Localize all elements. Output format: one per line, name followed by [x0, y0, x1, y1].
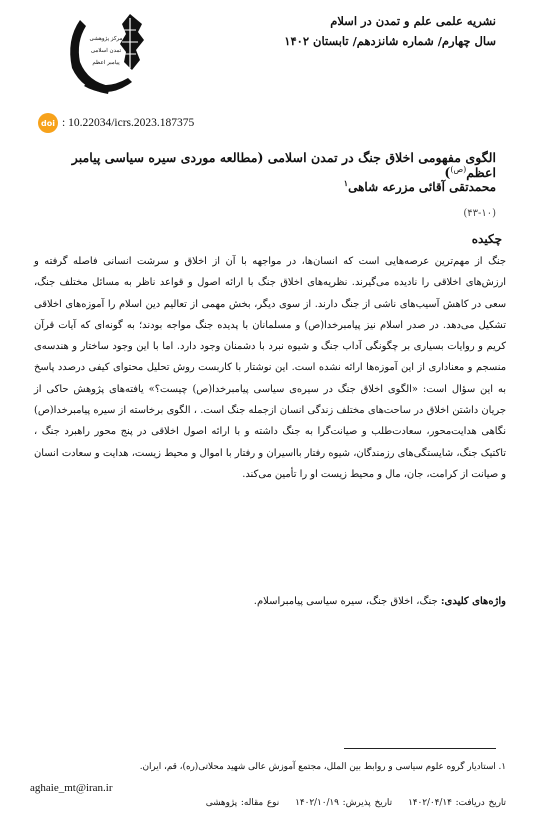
keywords — [34, 596, 506, 607]
date-received: تاریخ دریافت: ۱۴۰۲/۰۴/۱۴ — [408, 798, 506, 808]
abstract-body: جنگ از مهم‌ترین عرصه‌هایی است که انسان‌ها، در مواجهه با آن از اخلاق و سرشت انسانی فاصله گرفته و ارزش‌های اخلاقی را نادیده می‌گیرند. نظریه‌های اخلاق جنگ با ارائه اصول و قواعد ناظر به مسائل مختلف جنگ، سعی در کاهش آسیب‌های ناشی از جنگ دارند. از سوی دیگر، بخش مهمی از تعالیم دین اسلام را آموزه‌های اخلاقی تشکیل می‌دهد. در صدر اسلام نیز پیامبرخدا(ص) و مسلمانان با پدیده جنگ مواجه بودند؛ به گونه‌ای که آیات قرآن کریم و روایات بسیاری بر چگونگی آداب جنگ و شیوه نبرد با دشمنان وجود دارد. اما با این وجود ساختار و هندسه‌ی منسجم و معناداری از این آموزه‌ها ارائه نشده است. این نوشتار با کاربست روش تحلیل محتوای کیفی درصدد پاسخ به این سؤال است: «الگوی اخلاق جنگ در سیره‌ی سیاسی پیامبرخدا(ص) چیست؟» یافته‌های پژوهش حاکی از جریان داشتن اخلاق در ساحت‌های مختلف زندگی انسان ازجمله جنگ است. ، الگوی برخاسته از سیره پیامبرخدا(ص) نگاهی هدایت‌محور، سعادت‌طلب و صیانت‌گرا به جنگ داشته و با ارائه اصول اخلاقی در پنج محور راهبرد جنگ ، تاکتیک جنگ، شایستگی‌های رزمندگان، شیوه رفتار بااسیران و رفتار با اموال و محیط زیست، هدایت و سعادت انسان و صیانت از کرامت، جان، مال و محیط زیست او را تأمین می‌کند. — [34, 256, 506, 480]
article-title — [26, 150, 496, 180]
journal-logo — [58, 10, 158, 96]
author-name: محمدتقی آقائی مزرعه شاهی — [348, 180, 496, 194]
article-title-text: الگوی مفهومی اخلاق جنگ در تمدن اسلامی (مطالعه موردی سیره سیاسی پیامبر اعظم — [71, 150, 496, 181]
date-accepted: تاریخ پذیرش: ۱۴۰۲/۱۰/۱۹ — [295, 798, 393, 808]
footnote-divider — [344, 748, 496, 749]
abstract-heading: چکیده — [471, 232, 502, 246]
title-honorific: (ص) — [450, 165, 467, 174]
logo-text-1: مرکز پژوهشی — [89, 36, 123, 42]
journal-issue: سال چهارم/ شماره شانزدهم/ تابستان ۱۴۰۲ — [284, 34, 496, 48]
doi-row — [38, 113, 194, 133]
title-close: ) — [444, 165, 451, 181]
author-email[interactable]: aghaie_mt@iran.ir — [30, 782, 113, 794]
page-range: (۴۳-۱۰) — [463, 208, 496, 219]
article-type: نوع مقاله: پژوهشی — [205, 798, 280, 808]
author-footnote-mark: ۱ — [343, 178, 349, 188]
journal-header — [236, 14, 496, 48]
keywords-text: جنگ، اخلاق جنگ، سیره سیاسی پیامبراسلام. — [253, 596, 441, 607]
logo-text-2: تمدن اسلامی — [90, 48, 122, 54]
logo-text-3: پیامبر اعظم — [92, 60, 120, 66]
doi-link[interactable]: : 10.22034/icrs.2023.187375 — [62, 117, 195, 129]
author — [344, 178, 496, 194]
journal-title: نشریه علمی علم و تمدن در اسلام — [330, 14, 496, 28]
doi-icon: doi — [38, 113, 58, 133]
keywords-label: واژه‌های کلیدی: — [440, 596, 506, 607]
article-dates — [36, 798, 506, 808]
footnote: ۱. استادیار گروه علوم سیاسی و روابط بین الملل، مجتمع آموزش عالی شهید محلاتی(ره)، قم، ایران. — [139, 762, 506, 772]
